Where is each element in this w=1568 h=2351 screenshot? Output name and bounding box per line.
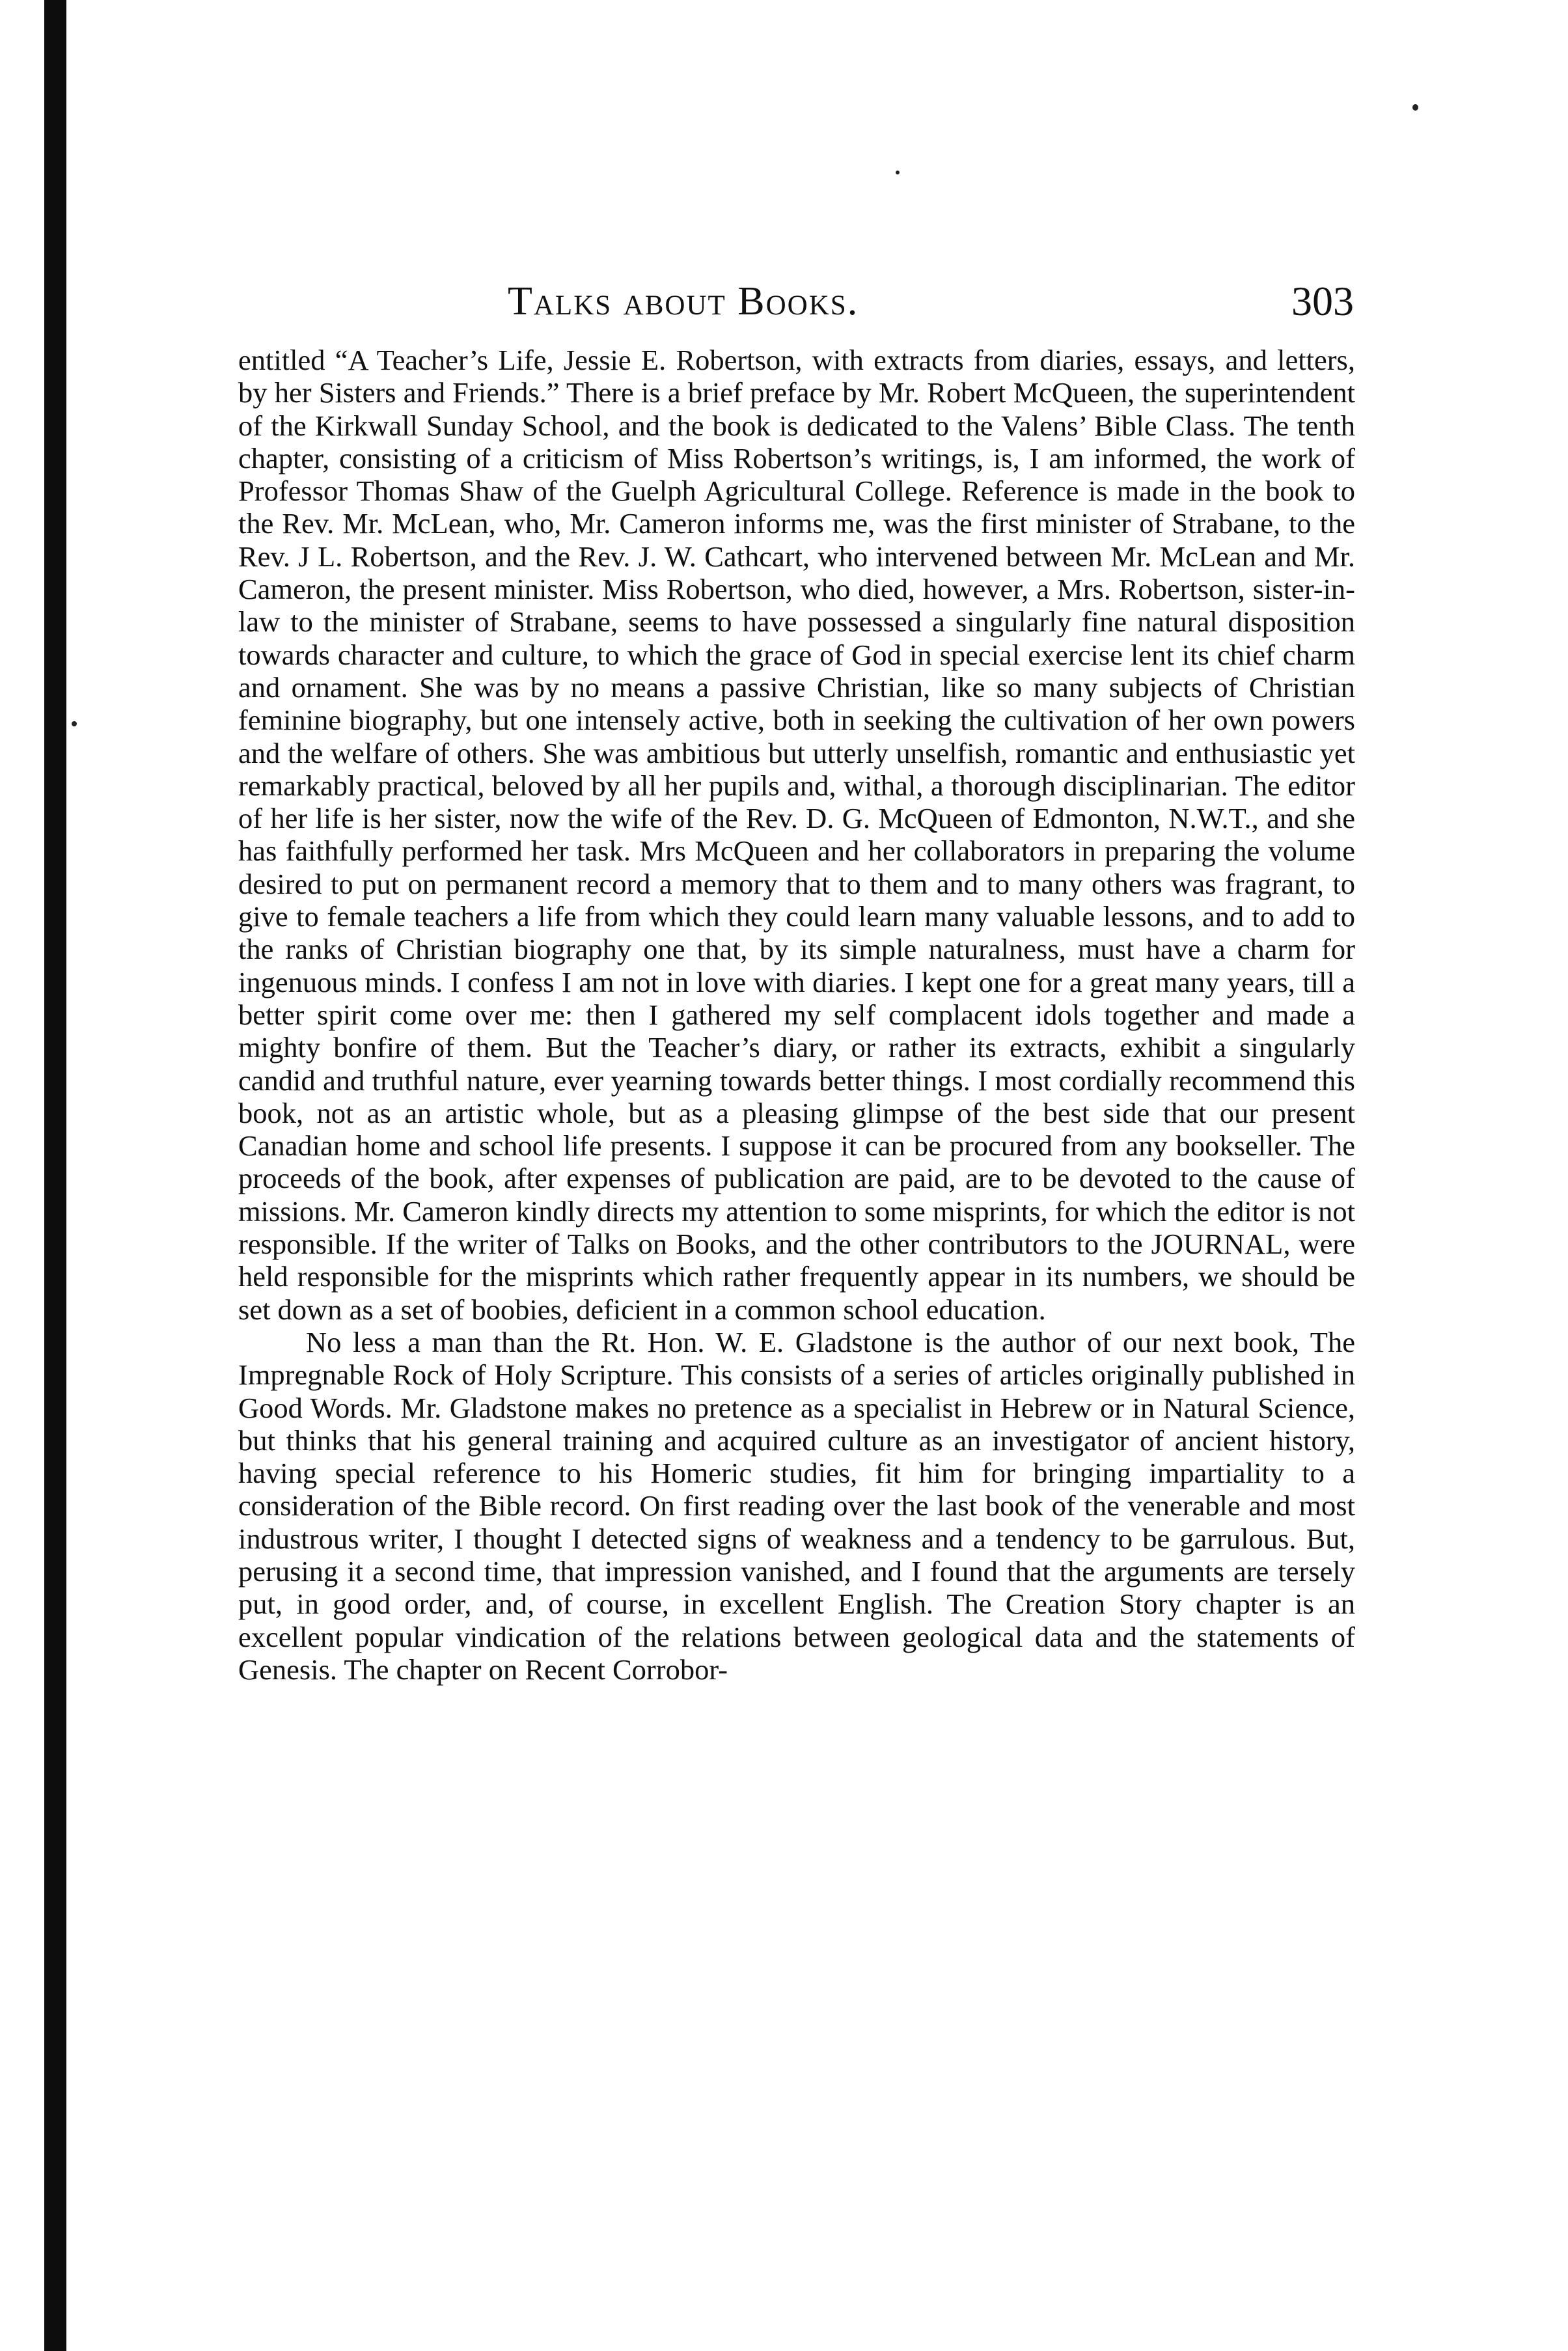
scan-speck: [72, 721, 77, 726]
paragraph-continued: entitled “A Teacher’s Life, Jessie E. Robertson, with extracts from diaries, essays, and letters, by her Sisters and Friends.” There is a brief preface by Mr. Robert McQueen, the superintendent of the Kirkwall Sunday School, and the book is dedicated to the Valens’ Bible Class. The tenth chapter, consisting of a criticism of Miss Robertson’s writings, is, I am informed, the work of Professor Thomas Shaw of the Guelph Agricultural College. Reference is made in the book to the Rev. Mr. McLean, who, Mr. Cameron informs me, was the first minister of Strabane, to the Rev. J L. Robertson, and the Rev. J. W. Cathcart, who intervened between Mr. McLean and Mr. Cameron, the present minister. Miss Robertson, who died, however, a Mrs. Robertson, sister-in-law to the minister of Strabane, seems to have possessed a singularly fine natural disposition towards character and culture, to which the grace of God in special exercise lent its chief charm and ornament. She was by no means a passive Christian, like so many subjects of Christian feminine biography, but one intensely active, both in seeking the cultivation of her own powers and the welfare of others. She was ambitious but utterly unselfish, romantic and enthusiastic yet remarkably practical, beloved by all her pupils and, withal, a thorough disciplinarian. The editor of her life is her sister, now the wife of the Rev. D. G. McQueen of Edmonton, N.W.T., and she has faithfully performed her task. Mrs McQueen and her collaborators in preparing the volume desired to put on permanent record a memory that to them and to many others was fragrant, to give to female teachers a life from which they could learn many valuable lessons, and to add to the ranks of Christian biography one that, by its simple naturalness, must have a charm for ingenuous minds. I confess I am not in love with diaries. I kept one for a great many years, till a better spirit come over me: then I gathered my self complacent idols together and made a mighty bonfire of them. But the Teacher’s diary, or rather its extracts, exhibit a singularly candid and truthful nature, ever yearning towards better things. I most cordially recommend this book, not as an artistic whole, but as a pleasing glimpse of the best side that our present Canadian home and school life presents. I suppose it can be procured from any bookseller. The proceeds of the book, after expenses of publication are paid, are to be devoted to the cause of missions. Mr. Cameron kindly directs my attention to some misprints, for which the editor is not responsible. If the writer of Talks on Books, and the other contributors to the JOURNAL, were held responsible for the misprints which rather frequently appear in its numbers, we should be set down as a set of boobies, deficient in a common school education.: [238, 344, 1355, 1326]
scan-speck: [1412, 104, 1418, 111]
running-head: [234, 272, 1354, 331]
page-number: 303: [1291, 278, 1354, 324]
paragraph-gladstone: No less a man than the Rt. Hon. W. E. Gladstone is the author of our next book, The Impregnable Rock of Holy Scripture. This consists of a series of articles originally published in Good Words. Mr. Gladstone makes no pretence as a specialist in Hebrew or in Natural Science, but thinks that his general training and acquired culture as an investigator of ancient history, having special reference to his Homeric studies, fit him for bringing impartiality to a consideration of the Bible record. On first reading over the last book of the venerable and most industrous writer, I thought I detected signs of weakness and a tendency to be garrulous. But, perusing it a second time, that impression vanished, and I found that the arguments are tersely put, in good order, and, of course, in excellent English. The Creation Story chapter is an excellent popular vindication of the relations between geological data and the statements of Genesis. The chapter on Recent Corrobor-: [238, 1325, 1355, 1686]
running-head-title: Talks about Books.: [508, 279, 859, 323]
scan-speck: [896, 171, 900, 174]
body-text: [238, 344, 1355, 1686]
scan-margin-rule: [44, 0, 66, 2351]
